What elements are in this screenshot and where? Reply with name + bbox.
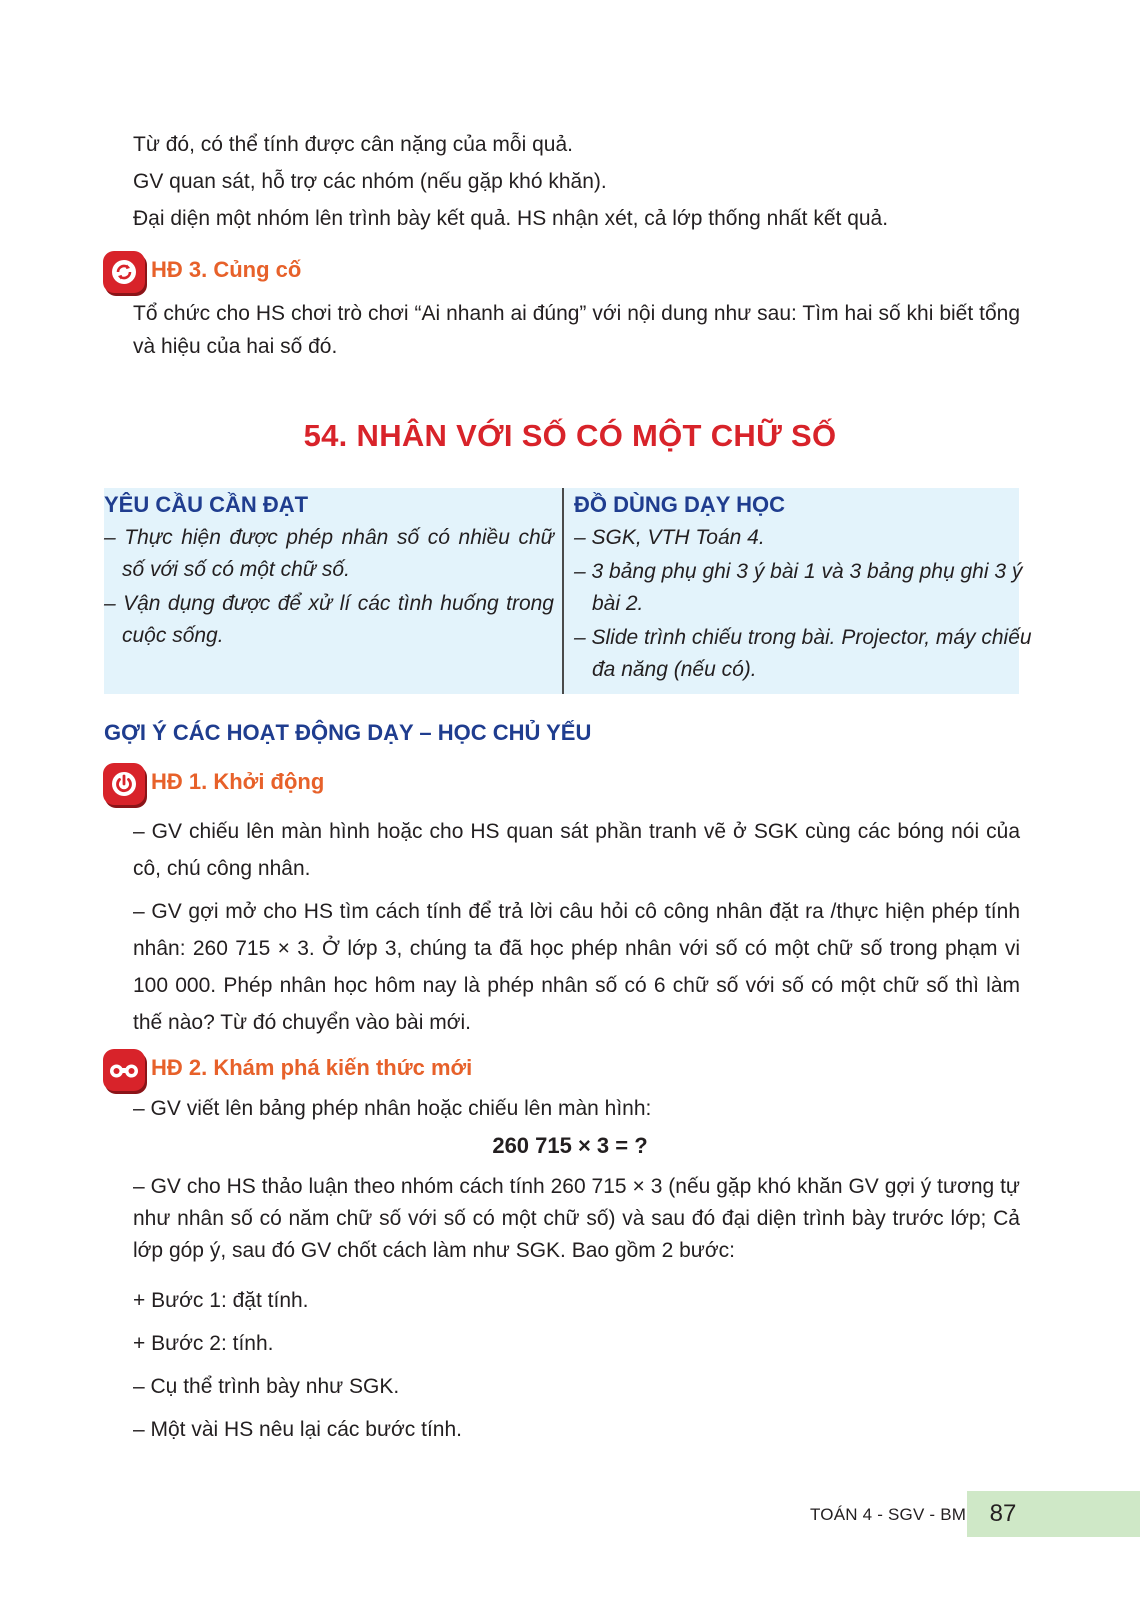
materials-heading: ĐỒ DÙNG DẠY HỌC — [574, 492, 786, 517]
requirement-item: – Vận dụng được để xử lí các tình huống trong cuộc sống. — [104, 592, 554, 647]
paragraph-line: Đại diện một nhóm lên trình bày kết quả. HS nhận xét, cả lớp thống nhất kết quả. — [133, 207, 889, 230]
step-item: + Bước 1: đặt tính. — [133, 1289, 309, 1312]
material-item: – Slide trình chiếu trong bài. Projector, máy chiếu đa năng (nếu có). — [574, 626, 1032, 681]
math-expression: 260 715 × 3 = ? — [492, 1133, 648, 1158]
material-item: – 3 bảng phụ ghi 3 ý bài 1 và 3 bảng phụ ghi 3 ý bài 2. — [574, 560, 1023, 615]
paragraph-line: – GV viết lên bảng phép nhân hoặc chiếu lên màn hình: — [133, 1097, 652, 1120]
requirement-item: – Thực hiện được phép nhân số có nhiều chữ số với số có một chữ số. — [104, 526, 554, 581]
activity-heading: HĐ 1. Khởi động — [151, 769, 325, 794]
paragraph: – GV cho HS thảo luận theo nhóm cách tính 260 715 × 3 (nếu gặp khó khăn GV gợi ý tương tự như nhân số có năm chữ số với số có một chữ số) và sau đó đại diện trình bày trước lớp; Cả lớp góp ý, sau đó GV chốt cách làm như SGK. Bao gồm 2 bước: — [133, 1175, 1020, 1262]
section-heading: GỢI Ý CÁC HOẠT ĐỘNG DẠY – HỌC CHỦ YẾU — [104, 720, 592, 745]
activity-heading: HĐ 3. Củng cố — [151, 257, 302, 282]
page-number: 87 — [989, 1500, 1017, 1527]
requirements-column — [104, 488, 554, 652]
column-divider — [562, 488, 564, 694]
binoculars-icon — [103, 1049, 145, 1091]
power-icon — [103, 763, 145, 805]
material-item: – SGK, VTH Toán 4. — [574, 526, 765, 549]
materials-column — [574, 488, 1032, 686]
step-item: – Cụ thể trình bày như SGK. — [133, 1375, 400, 1398]
book-label: TOÁN 4 - SGV - BM — [810, 1505, 967, 1524]
paragraph-line: GV quan sát, hỗ trợ các nhóm (nếu gặp khó khăn). — [133, 170, 607, 193]
refresh-icon — [103, 251, 145, 293]
objectives-box — [104, 488, 1032, 694]
page-number-box — [967, 1491, 1140, 1537]
lesson-title: 54. NHÂN VỚI SỐ CÓ MỘT CHỮ SỐ — [303, 418, 837, 453]
paragraph: – GV gợi mở cho HS tìm cách tính để trả lời câu hỏi cô công nhân đặt ra /thực hiện phép tính nhân: 260 715 × 3. Ở lớp 3, chúng ta đã học phép nhân với số có một chữ số trong phạm vi 100 000. Phép nhân học hôm nay là phép nhân số có 6 chữ số với số có một chữ số thì làm thế nào? Từ đó chuyển vào bài mới. — [133, 900, 1020, 1034]
paragraph-line: Từ đó, có thể tính được cân nặng của mỗi quả. — [133, 133, 573, 156]
step-item: + Bước 2: tính. — [133, 1332, 274, 1355]
step-item: – Một vài HS nêu lại các bước tính. — [133, 1418, 462, 1441]
requirements-heading: YÊU CẦU CẦN ĐẠT — [104, 492, 309, 517]
activity-heading: HĐ 2. Khám phá kiến thức mới — [151, 1055, 473, 1080]
paragraph: Tổ chức cho HS chơi trò chơi “Ai nhanh ai đúng” với nội dung như sau: Tìm hai số khi biết tổng và hiệu của hai số đó. — [133, 302, 1020, 358]
paragraph: – GV chiếu lên màn hình hoặc cho HS quan sát phần tranh vẽ ở SGK cùng các bóng nói của cô, chú công nhân. — [133, 820, 1020, 880]
